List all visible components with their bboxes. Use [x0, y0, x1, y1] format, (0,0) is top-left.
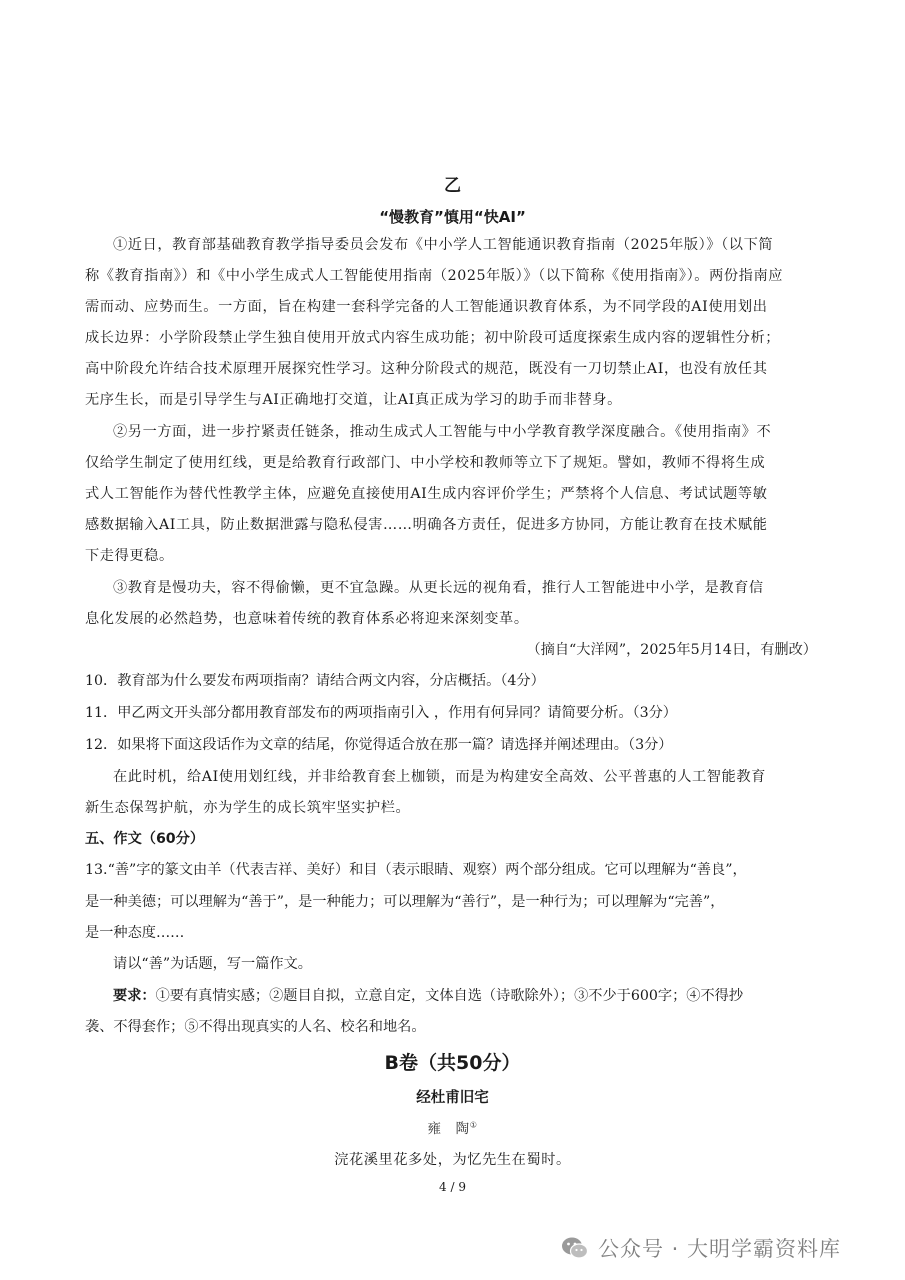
essay-heading: 五、作文（60分） — [85, 831, 205, 847]
question-13: 是一种美德；可以理解为“善于”，是一种能力；可以理解为“善行”，是一种行为；可以理解为“完善”， — [85, 894, 725, 910]
article-line: 感数据输入AI工具，防止数据泄露与隐私侵害……明确各方责任，促进多方协同，方能让教育在技术赋能 — [85, 517, 768, 533]
article-line: 式人工智能作为替代性教学主体，应避免直接使用AI生成内容评价学生；严禁将个人信息、考试试题等敏 — [85, 486, 768, 502]
poem-line: 浣花溪里花多处，为忆先生在蜀时。 — [334, 1152, 571, 1168]
article-title: “慢教育”慎用“快AI” — [379, 208, 526, 226]
question-12: 12．如果将下面这段话作为文章的结尾，你觉得适合放在那一篇？请选择并阐述理由。（3分） — [85, 737, 673, 753]
question-12-quote: 在此时机，给AI使用划红线，并非给教育套上枷锁，而是为构建安全高效、公平普惠的人工智能教育 — [113, 769, 766, 785]
question-11: 11．甲乙两文开头部分都用教育部发布的两项指南引入 ，作用有何异同？请简要分析。（3分） — [85, 705, 677, 721]
watermark — [560, 1233, 841, 1263]
article-line: 下走得更稳。 — [85, 548, 174, 564]
article-source: （摘自“大洋网”，2025年5月14日，有删改） — [526, 642, 817, 658]
article-line: 仅给学生制定了使用红线，更是给教育行政部门、中小学校和教师等立下了规矩。譬如，教师不得将生成 — [85, 455, 766, 471]
question-10: 10．教育部为什么要发布两项指南？请结合两文内容，分店概括。（4分） — [85, 673, 545, 689]
essay-requirements — [113, 985, 743, 1005]
requirements-text: ①要有真情实感；②题目自拟，立意自定，文体自选（诗歌除外）；③不少于600字；④不得抄 — [155, 988, 744, 1004]
article-line: 无序生长，而是引导学生与AI正确地打交道，让AI真正成为学习的助手而非替身。 — [85, 392, 622, 408]
requirements-label: 要求： — [113, 988, 156, 1004]
section-label: 乙 — [444, 176, 461, 196]
poem-author-note: ① — [469, 1120, 478, 1130]
article-line: ②另一方面，进一步拧紧责任链条，推动生成式人工智能与中小学教育教学深度融合。《使用指南》不 — [113, 424, 772, 440]
article-line: 需而动、应势而生。一方面，旨在构建一套科学完备的人工智能通识教育体系，为不同学段的AI使用划出 — [85, 299, 768, 315]
article-line: ③教育是慢功夫，容不得偷懒，更不宜急躁。从更长远的视角看，推行人工智能进中小学，是教育信 — [113, 580, 764, 596]
question-13: 13.“善”字的篆文由羊（代表吉祥、美好）和目（表示眼睛、观察）两个部分组成。它可以理解为“善良”， — [85, 862, 747, 878]
essay-requirements-cont: 袭、不得套作；⑤不得出现真实的人名、校名和地名。 — [85, 1019, 426, 1035]
poem-author — [0, 1117, 905, 1137]
watermark-text: 公众号 · 大明学霸资料库 — [598, 1237, 842, 1261]
article-line: 称《教育指南》）和《中小学生成式人工智能使用指南（2025年版）》（以下简称《使用指南》）。两份指南应 — [85, 268, 784, 284]
wechat-icon — [560, 1233, 590, 1263]
article-line: 成长边界：小学阶段禁止学生独自使用开放式内容生成功能；初中阶段可适度探索生成内容的逻辑性分析； — [85, 330, 781, 346]
page-number: 4 / 9 — [439, 1180, 466, 1194]
section-b-title: B卷（共50分） — [384, 1052, 521, 1074]
question-13: 是一种态度…… — [85, 925, 185, 941]
article-line: 息化发展的必然趋势，也意味着传统的教育体系必将迎来深刻变革。 — [85, 611, 529, 627]
poem-author-name: 雍 陶 — [427, 1121, 470, 1137]
essay-instruction: 请以“善”为话题，写一篇作文。 — [113, 956, 312, 972]
poem-title: 经杜甫旧宅 — [416, 1090, 489, 1106]
article-line: 高中阶段允许结合技术原理开展探究性学习。这种分阶段式的规范，既没有一刀切禁止AI，也没有放任其 — [85, 361, 768, 377]
article-line: ①近日，教育部基础教育教学指导委员会发布《中小学人工智能通识教育指南（2025年版）》（以下简 — [113, 237, 774, 253]
question-12-quote: 新生态保驾护航，亦为学生的成长筑牢坚实护栏。 — [85, 800, 411, 816]
